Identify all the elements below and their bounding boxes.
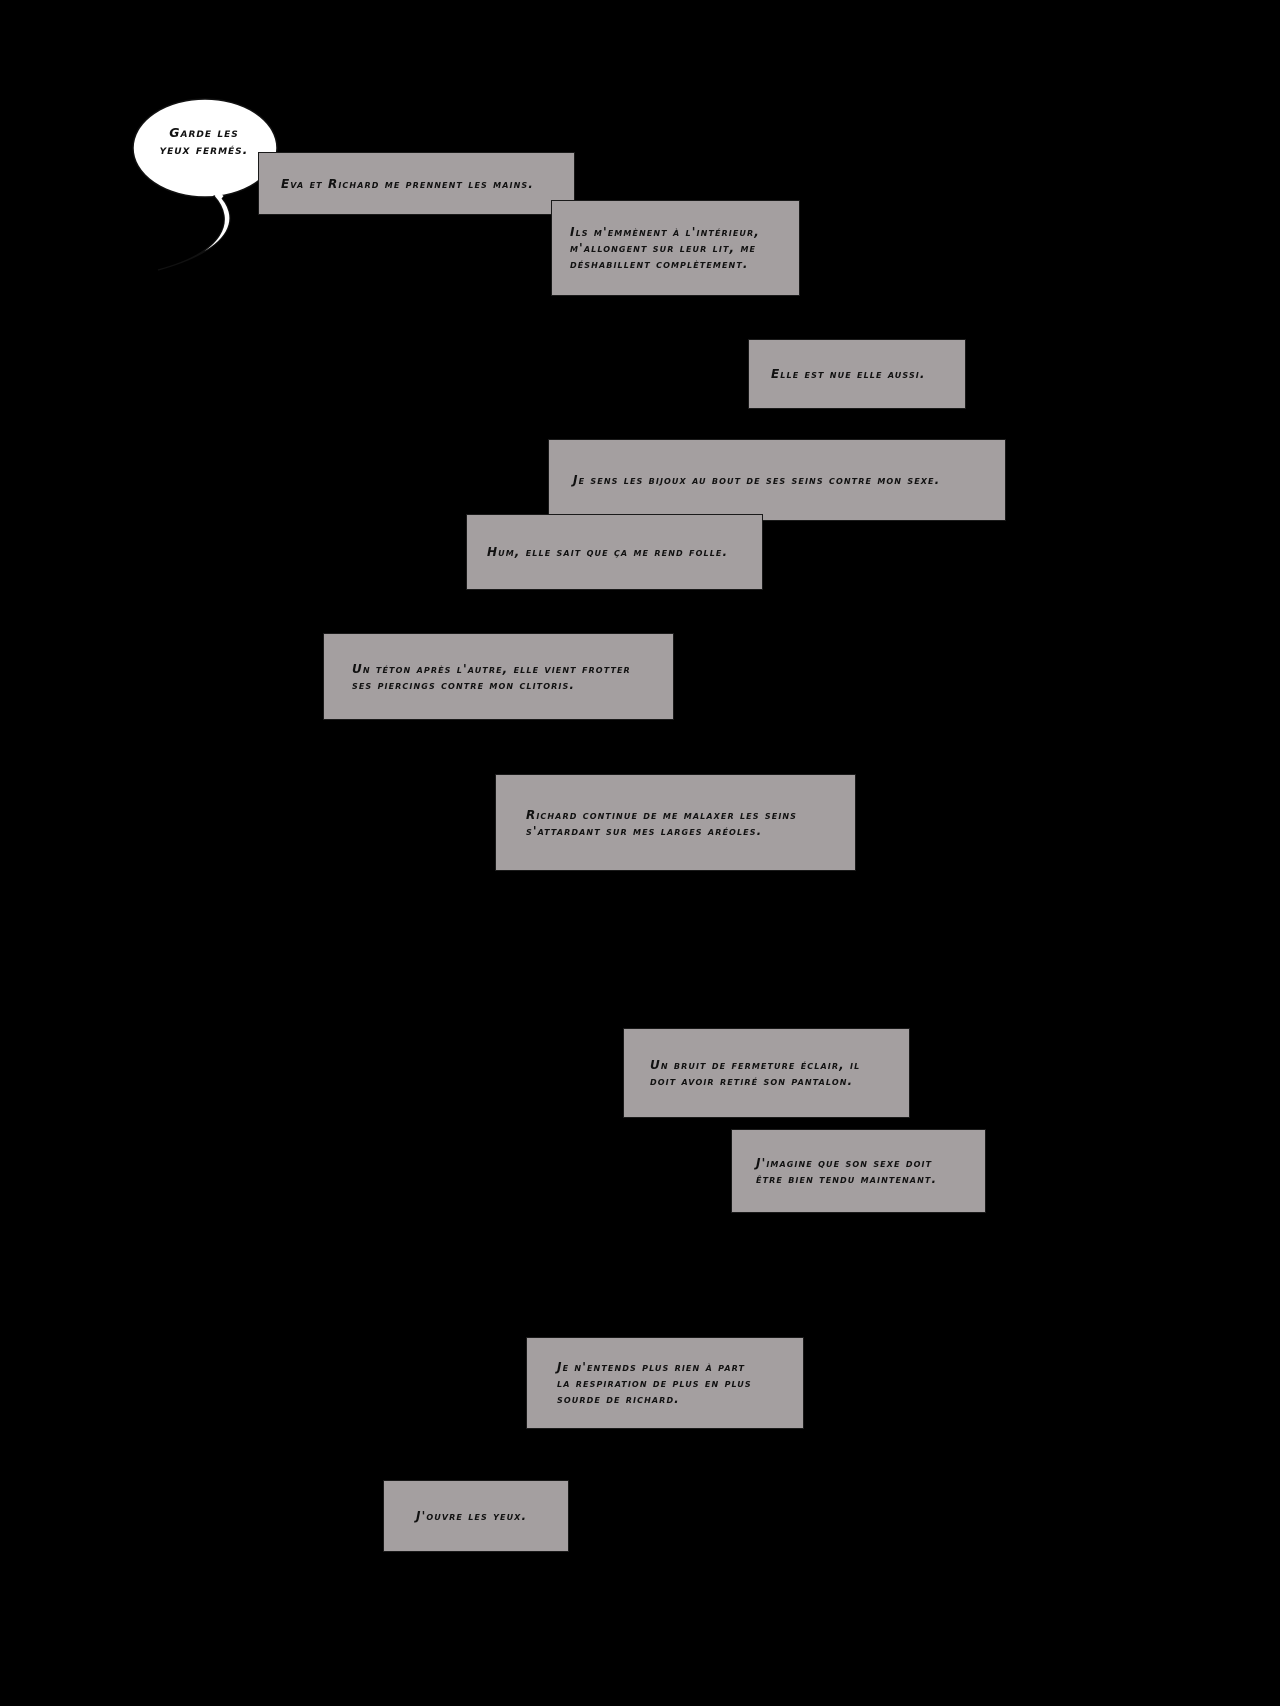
caption-box-10 — [526, 1337, 804, 1429]
caption-box-2 — [551, 200, 800, 296]
caption-box-6 — [323, 633, 674, 720]
caption-box-8 — [623, 1028, 910, 1118]
caption-text: Ils m'emmènent à l'intérieur, m'allongent sur leur lit, me déshabillent complètement. — [570, 225, 760, 271]
caption-box-4 — [548, 439, 1006, 521]
caption-text: J'ouvre les yeux. — [416, 1509, 528, 1523]
caption-text: Hum, elle sait que ça me rend folle. — [487, 545, 729, 559]
caption-box-3 — [748, 339, 966, 409]
caption-text: Richard continue de me malaxer les seins s'attardant sur mes larges aréoles. — [526, 807, 798, 838]
caption-box-11 — [383, 1480, 569, 1552]
caption-text: Elle est nue elle aussi. — [771, 367, 926, 381]
caption-box-9 — [731, 1129, 986, 1213]
caption-text: Je n'entends plus rien à part la respiration de plus en plus sourde de richard. — [557, 1360, 752, 1406]
caption-box-1 — [258, 152, 575, 215]
caption-box-5 — [466, 514, 763, 590]
caption-box-7 — [495, 774, 856, 871]
speech-bubble-text: Garde les yeux fermés. — [159, 125, 249, 157]
caption-text: Je sens les bijoux au bout de ses seins contre mon sexe. — [573, 473, 941, 487]
caption-text: Eva et Richard me prennent les mains. — [281, 176, 534, 191]
caption-text: Un téton après l'autre, elle vient frotter ses piercings contre mon clitoris. — [352, 661, 631, 692]
caption-text: J'imagine que son sexe doit être bien tendu maintenant. — [756, 1156, 938, 1186]
caption-text: Un bruit de fermeture éclair, il doit avoir retiré son pantalon. — [650, 1058, 861, 1088]
